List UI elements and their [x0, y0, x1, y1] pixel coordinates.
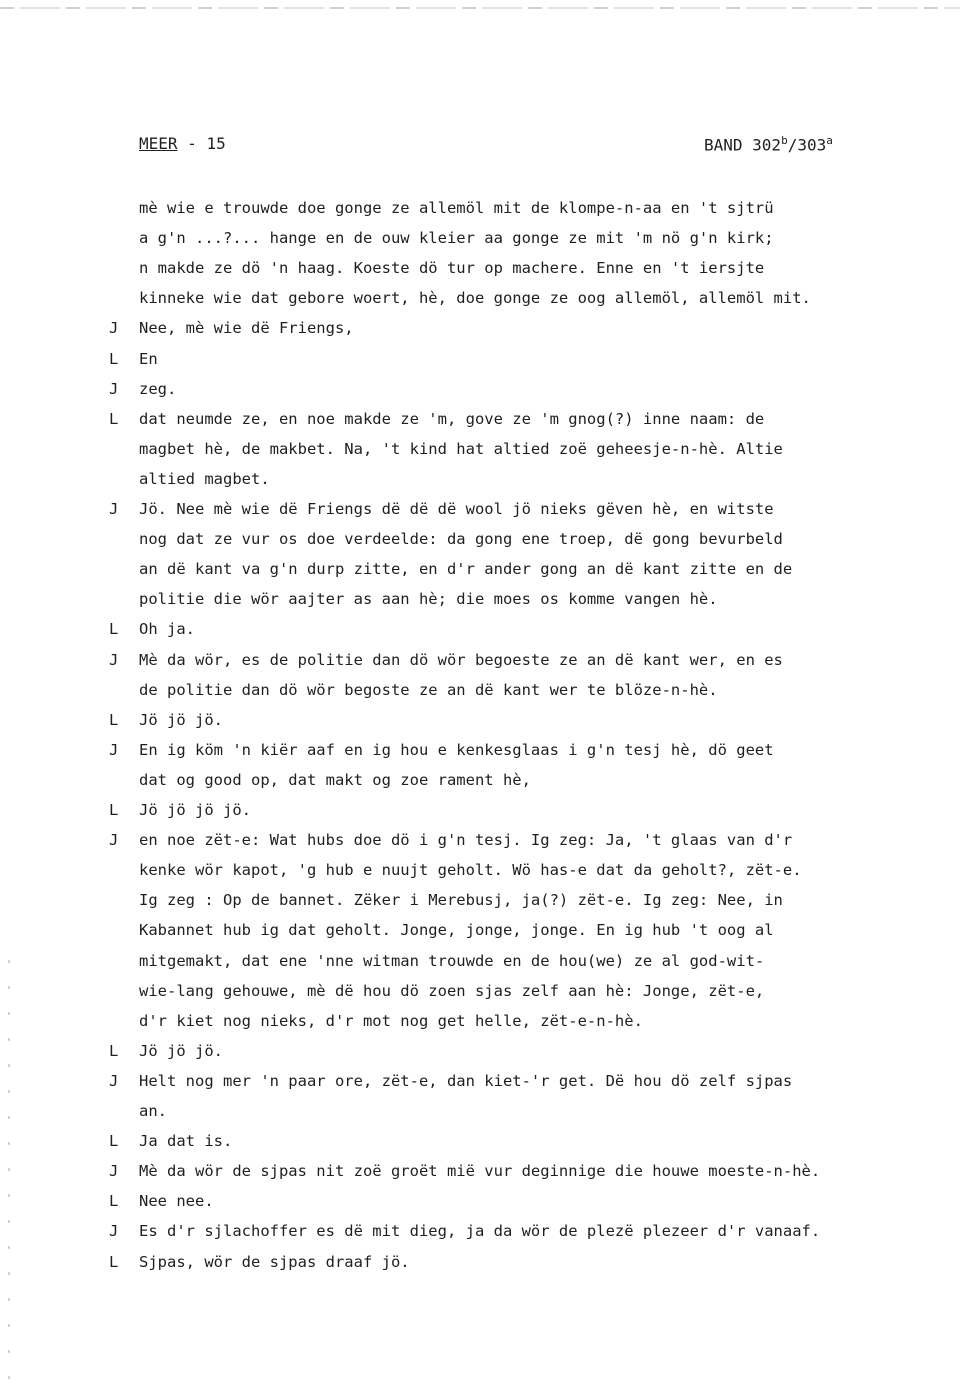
line-text: dat og good op, dat makt og zoe rament hè, [139, 771, 531, 789]
speaker-label: L [109, 1042, 119, 1060]
line-text: Nee nee. [139, 1192, 214, 1210]
line-text: an dë kant va g'n durp zitte, en d'r ander gong an dë kant zitte en de [139, 560, 793, 578]
speaker-label: J [109, 380, 119, 398]
line-text: Jö. Nee mè wie dë Friengs dë dë dë wool jö nieks gëven hè, en witste [139, 500, 774, 518]
page-edge-line [0, 7, 960, 9]
line-text: Jö jö jö jö. [139, 801, 251, 819]
line-text: Oh ja. [139, 620, 195, 638]
speaker-label: J [109, 500, 119, 518]
header-band-sup-a: a [826, 134, 833, 147]
line-text: altied magbet. [139, 470, 270, 488]
margin-artifact [8, 960, 10, 1380]
line-text: wie-lang gehouwe, mè dë hou dö zoen sjas zelf aan hè: Jonge, zët-e, [139, 982, 765, 1000]
speaker-label: J [109, 1222, 119, 1240]
line-text: En ig köm 'n kiër aaf en ig hou e kenkesglaas i g'n tesj hè, dö geet [139, 741, 774, 759]
header-band-sup-b: b [781, 134, 788, 147]
header-title: MEER [139, 134, 178, 153]
header-page-number: - 15 [187, 134, 226, 153]
header-band: BAND 302 [704, 135, 782, 155]
speaker-label: J [109, 1162, 119, 1180]
speaker-label: L [109, 620, 119, 638]
line-text: Jö jö jö. [139, 711, 223, 729]
speaker-label: J [109, 651, 119, 669]
line-text: Mè da wör, es de politie dan dö wör begoeste ze an dë kant wer, en es [139, 651, 783, 669]
speaker-label: L [109, 1192, 119, 1210]
speaker-label: J [109, 741, 119, 759]
line-text: kenke wör kapot, 'g hub e nuujt geholt. Wö has-e dat da geholt?, zët-e. [139, 861, 802, 879]
line-text: mitgemakt, dat ene 'nne witman trouwde en de hou(we) ze al god-wit- [139, 952, 765, 970]
line-text: d'r kiet nog nieks, d'r mot nog get helle, zët-e-n-hè. [139, 1012, 643, 1030]
line-text: dat neumde ze, en noe makde ze 'm, gove ze 'm gnog(?) inne naam: de [139, 410, 765, 428]
line-text: a g'n ...?... hange en de ouw kleier aa gonge ze mit 'm nö g'n kirk; [139, 229, 774, 247]
line-text: politie die wör aajter as aan hè; die moes os komme vangen hè. [139, 590, 718, 608]
line-text: Jö jö jö. [139, 1042, 223, 1060]
page-header-right [704, 134, 833, 154]
line-text: Ja dat is. [139, 1132, 233, 1150]
line-text: En [139, 350, 158, 368]
line-text: Sjpas, wör de sjpas draaf jö. [139, 1253, 410, 1271]
line-text: en noe zët-e: Wat hubs doe dö i g'n tesj. Ig zeg: Ja, 't glaas van d'r [139, 831, 793, 849]
line-text: n makde ze dö 'n haag. Koeste dö tur op machere. Enne en 't iersjte [139, 259, 765, 277]
page-header-left [139, 134, 226, 153]
speaker-label: J [109, 831, 119, 849]
line-text: an. [139, 1102, 167, 1120]
speaker-label: L [109, 1132, 119, 1150]
line-text: Nee, mè wie dë Friengs, [139, 319, 354, 337]
line-text: Mè da wör de sjpas nit zoë groët mië vur deginnige die houwe moeste-n-hè. [139, 1162, 821, 1180]
speaker-label: L [109, 1253, 119, 1271]
speaker-label: J [109, 1072, 119, 1090]
header-band-mid: /303 [787, 135, 827, 155]
line-text: Es d'r sjlachoffer es dë mit dieg, ja da wör de plezë plezeer d'r vanaaf. [139, 1222, 821, 1240]
line-text: nog dat ze vur os doe verdeelde: da gong ene troep, dë gong bevurbeld [139, 530, 783, 548]
line-text: kinneke wie dat gebore woert, hè, doe gonge ze oog allemöl, allemöl mit. [139, 289, 811, 307]
line-text: zeg. [139, 380, 177, 398]
speaker-label: J [109, 319, 119, 337]
line-text: Helt nog mer 'n paar ore, zët-e, dan kiet-'r get. Dë hou dö zelf sjpas [139, 1072, 793, 1090]
line-text: magbet hè, de makbet. Na, 't kind hat altied zoë geheesje-n-hè. Altie [139, 440, 783, 458]
speaker-label: L [109, 350, 119, 368]
line-text: mè wie e trouwde doe gonge ze allemöl mit de klompe-n-aa en 't sjtrü [139, 199, 774, 217]
line-text: de politie dan dö wör begoste ze an dë kant wer te blöze-n-hè. [139, 681, 718, 699]
speaker-label: L [109, 801, 119, 819]
line-text: Kabannet hub ig dat geholt. Jonge, jonge, jonge. En ig hub 't oog al [139, 921, 774, 939]
speaker-label: L [109, 410, 119, 428]
line-text: Ig zeg : Op de bannet. Zëker i Merebusj, ja(?) zët-e. Ig zeg: Nee, in [139, 891, 783, 909]
speaker-label: L [109, 711, 119, 729]
